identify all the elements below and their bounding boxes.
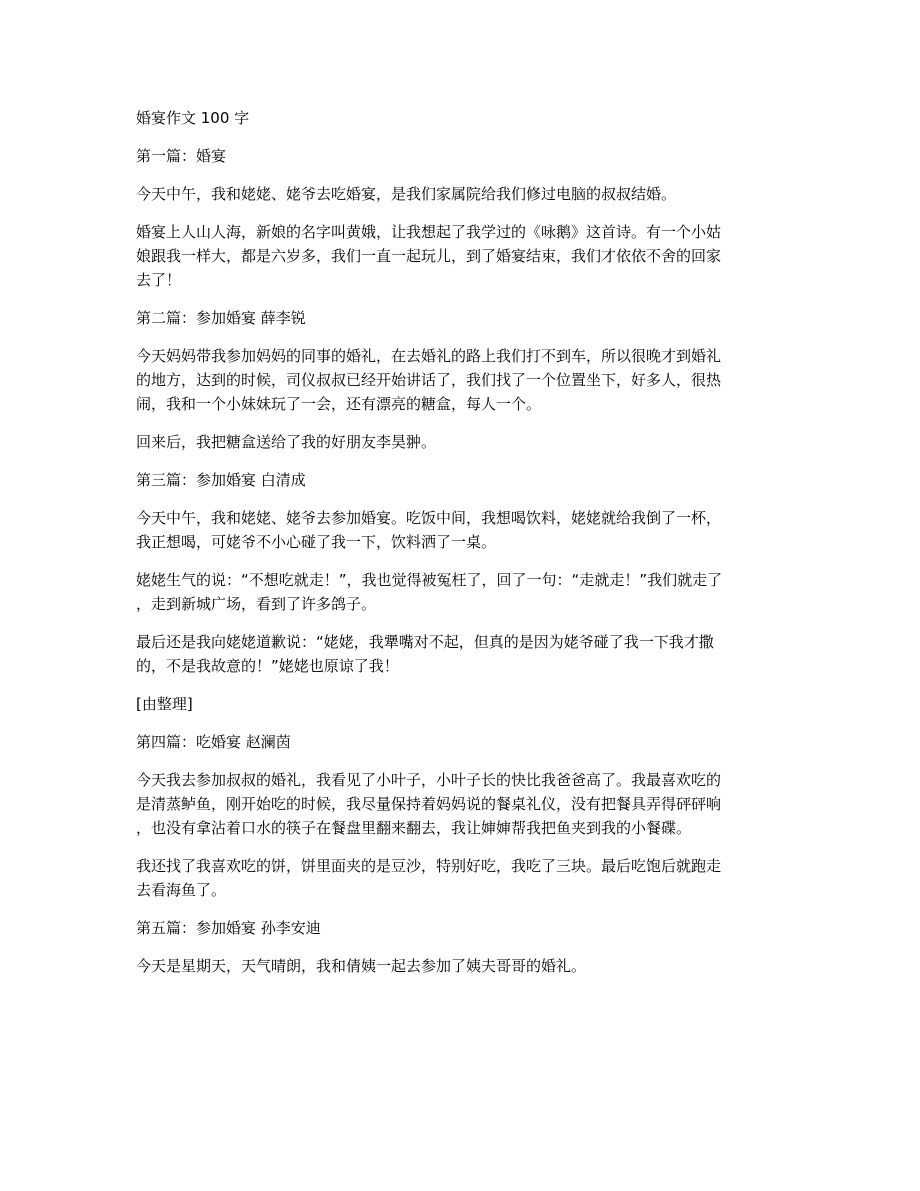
section-heading-4: 第四篇：吃婚宴 赵澜茵	[136, 733, 291, 751]
paragraph-line: 是清蒸鲈鱼，刚开始吃的时候，我尽量保持着妈妈说的餐桌礼仪，没有把餐具弄得砰砰响	[136, 795, 722, 813]
paragraph	[136, 954, 786, 978]
paragraph-line: ，走到新城广场，看到了许多鸽子。	[136, 595, 377, 613]
paragraph-line: 闹，我和一个小妹妹玩了一会，还有漂亮的糖盒，每人一个。	[136, 395, 542, 413]
document-page	[136, 106, 786, 992]
paragraph	[136, 182, 786, 206]
paragraph	[136, 568, 786, 616]
paragraph-line: 我正想喝，可姥爷不小心碰了我一下，饮料洒了一桌。	[136, 533, 497, 551]
paragraph-line: 我还找了我喜欢吃的饼，饼里面夹的是豆沙，特别好吃，我吃了三块。最后吃饱后就跑走	[136, 857, 722, 875]
paragraph-line: 今天妈妈带我参加妈妈的同事的婚礼，在去婚礼的路上我们打不到车，所以很晚才到婚礼	[136, 347, 722, 365]
paragraph-line: 今天中午，我和姥姥、姥爷去参加婚宴。吃饭中间，我想喝饮料，姥姥就给我倒了一杯，	[136, 509, 722, 527]
source-note: [由整理]	[136, 695, 193, 713]
paragraph-line: 今天中午，我和姥姥、姥爷去吃婚宴，是我们家属院给我们修过电脑的叔叔结婚。	[136, 185, 677, 203]
section-heading-5: 第五篇：参加婚宴 孙李安迪	[136, 919, 321, 937]
paragraph	[136, 430, 786, 454]
paragraph	[136, 854, 786, 902]
paragraph	[136, 692, 786, 716]
document-title: 婚宴作文 100 字	[136, 109, 250, 127]
paragraph-line: 回来后，我把糖盒送给了我的好朋友李昊翀。	[136, 433, 437, 451]
paragraph-line: ，也没有拿沾着口水的筷子在餐盘里翻来翻去，我让婶婶帮我把鱼夹到我的小餐碟。	[136, 819, 692, 837]
paragraph-line: 婚宴上人山人海，新娘的名字叫黄娥，让我想起了我学过的《咏鹅》这首诗。有一个小姑	[136, 223, 722, 241]
paragraph	[136, 506, 786, 554]
section-heading-1: 第一篇：婚宴	[136, 147, 227, 165]
paragraph-line: 今天是星期天，天气晴朗，我和倩姨一起去参加了姨夫哥哥的婚礼。	[136, 957, 587, 975]
paragraph	[136, 630, 786, 678]
section-heading-3: 第三篇：参加婚宴 白清成	[136, 471, 306, 489]
paragraph-line: 今天我去参加叔叔的婚礼，我看见了小叶子，小叶子长的快比我爸爸高了。我最喜欢吃的	[136, 771, 722, 789]
section-heading-2: 第二篇：参加婚宴 薛李锐	[136, 309, 306, 327]
paragraph-line: 姥姥生气的说：“不想吃就走！”，我也觉得被冤枉了，回了一句：“走就走！”我们就走了	[136, 571, 723, 589]
paragraph-line: 去看海鱼了。	[136, 881, 227, 899]
paragraph-line: 娘跟我一样大，都是六岁多，我们一直一起玩儿，到了婚宴结束，我们才依依不舍的回家	[136, 247, 722, 265]
paragraph	[136, 344, 786, 416]
paragraph-line: 去了！	[136, 271, 182, 289]
paragraph-line: 最后还是我向姥姥道歉说：“姥姥，我犟嘴对不起，但真的是因为姥爷碰了我一下我才撒	[136, 633, 714, 651]
paragraph-line: 的地方，达到的时候，司仪叔叔已经开始讲话了，我们找了一个位置坐下，好多人，很热	[136, 371, 722, 389]
paragraph	[136, 768, 786, 840]
paragraph	[136, 220, 786, 292]
paragraph-line: 的，不是我故意的！”姥姥也原谅了我！	[136, 657, 399, 675]
